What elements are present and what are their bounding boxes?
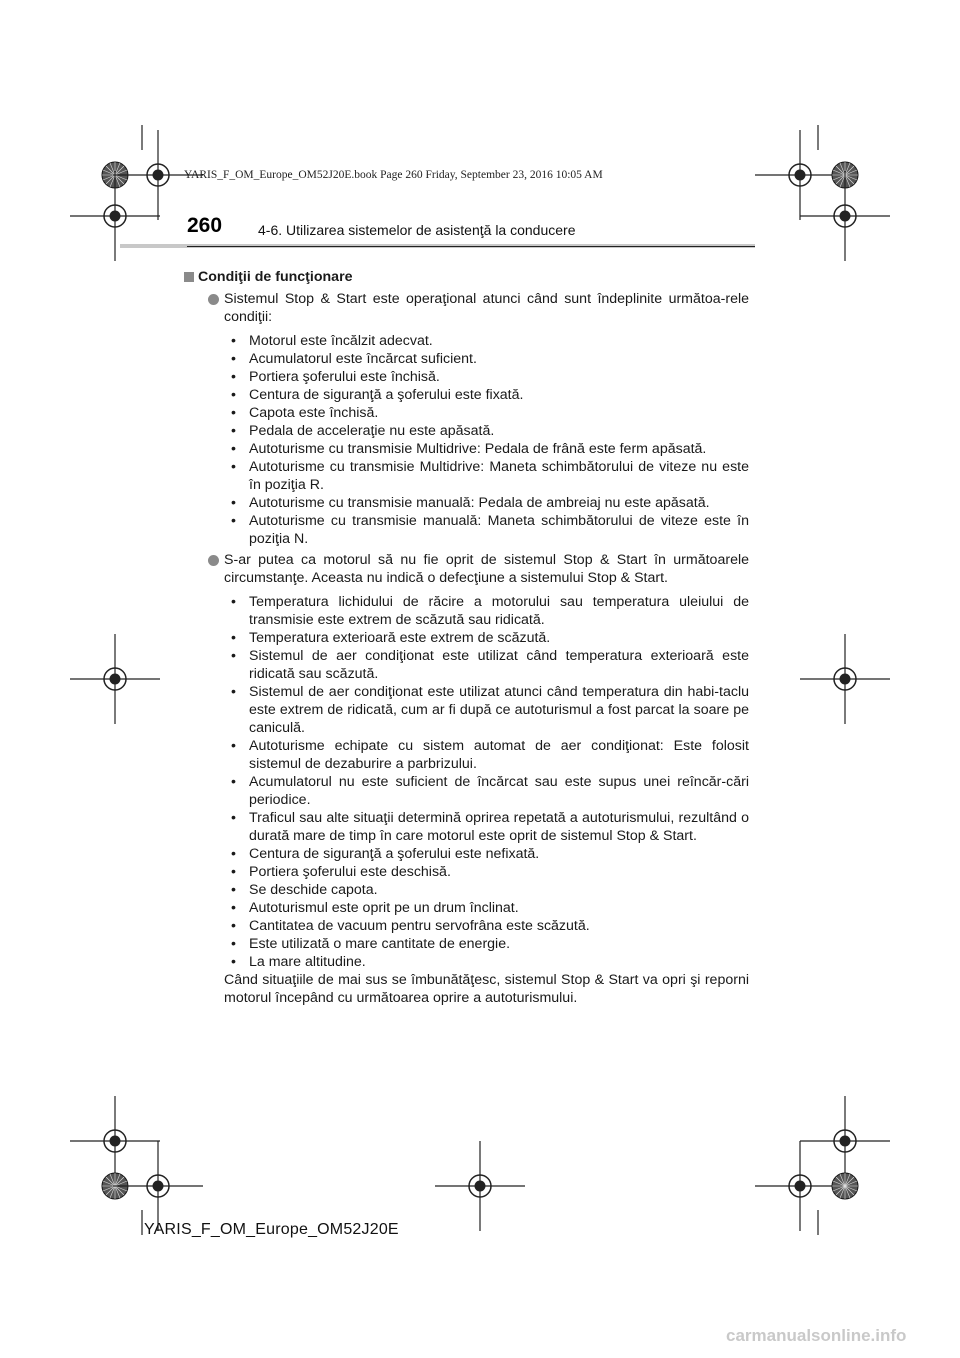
square-bullet-icon	[184, 272, 194, 282]
print-info-line: YARIS_F_OM_Europe_OM52J20E.book Page 260 Friday, September 23, 2016 10:05 AM	[184, 169, 603, 181]
section-title: 4-6. Utilizarea sistemelor de asistenţă la conducere	[258, 222, 576, 238]
list-item: • Se deschide capota.	[231, 882, 378, 898]
crosshair-icon	[113, 1141, 203, 1231]
header-rule	[187, 246, 755, 247]
crosshair-icon	[70, 634, 160, 724]
list-item: • Centura de siguranţă a şoferului este nefixată.	[231, 846, 540, 862]
crosshair-icon	[800, 634, 890, 724]
list-item: • Acumulatorul nu este suficient de încărcat sau este supus unei reîncăr-cări periodice.	[231, 774, 749, 808]
list-item: • Centura de siguranţă a şoferului este fixată.	[231, 387, 524, 403]
section-heading	[184, 268, 749, 286]
watermark: carmanualsonline.info	[726, 1326, 907, 1345]
list-item: • Sistemul de aer condiţionat este utilizat atunci când temperatura din habi-taclu este extrem de ridicată, cum ar fi după ce autoturismul a fost parcat la soare pe caniculă.	[231, 684, 749, 736]
footer-document-code: YARIS_F_OM_Europe_OM52J20E	[144, 1221, 399, 1238]
block-text: S-ar putea ca motorul să nu fie oprit de sistemul Stop & Start în următoarele circumstanţe. Aceasta nu indică o defecţiune a sistemului Stop & Start.	[224, 552, 749, 586]
list-item: • Pedala de acceleraţie nu este apăsată.	[231, 423, 495, 439]
list-item: • Cantitatea de vacuum pentru servofrâna este scăzută.	[231, 918, 590, 934]
list-item: • Autoturisme cu transmisie manuală: Pedala de ambreiaj nu este apăsată.	[231, 495, 710, 511]
crosshair-icon	[800, 171, 890, 261]
list-item: • Temperatura exterioară este extrem de scăzută.	[231, 630, 551, 646]
list-item: • Autoturisme cu transmisie Multidrive: Maneta schimbătorului de viteze nu este în poziţia R.	[231, 459, 749, 493]
circle-bullet-icon	[208, 555, 219, 566]
list-item: • Temperatura lichidului de răcire a motorului sau temperatura uleiului de transmisie este extrem de scăzută sau ridicată.	[231, 594, 749, 628]
block-text: Sistemul Stop & Start este operaţional atunci când sunt îndeplinite următoa-rele condiţii:	[224, 291, 749, 325]
list-item: • Acumulatorul este încărcat suficient.	[231, 351, 477, 367]
closing-paragraph: Când situaţiile de mai sus se îmbunătăţesc, sistemul Stop & Start va opri şi reporni motorul începând cu următoarea oprire a autoturismului.	[224, 972, 749, 1006]
list-item: • Sistemul de aer condiţionat este utilizat când temperatura exterioară este ridicată sau scăzută.	[231, 648, 749, 682]
star-target-icon	[832, 1173, 858, 1199]
heading-text: Condiţii de funcţionare	[198, 269, 353, 285]
list-item: • Autoturisme echipate cu sistem automat de aer condiţionat: Este folosit sistemul de dezaburire a parbrizului.	[231, 738, 749, 772]
list-item: • Portiera şoferului este închisă.	[231, 369, 440, 385]
list-item: • Autoturisme cu transmisie manuală: Maneta schimbătorului de viteze este în poziţia N.	[231, 513, 749, 547]
circle-bullet-icon	[208, 294, 219, 305]
page-content	[184, 268, 749, 1007]
list-item: • Traficul sau alte situaţii determină oprirea repetată a autoturismului, rezultând o durată mare de timp în care motorul este oprit de sistemul Stop & Start.	[231, 810, 749, 844]
page-number: 260	[187, 214, 223, 237]
list-item: • Portiera şoferului este deschisă.	[231, 864, 451, 880]
list-item: • Este utilizată o mare cantitate de energie.	[231, 936, 511, 952]
list-item: • Motorul este încălzit adecvat.	[231, 333, 433, 349]
list-item: • Autoturismul este oprit pe un drum înclinat.	[231, 900, 519, 916]
list-item: • La mare altitudine.	[231, 954, 366, 970]
list-item: • Capota este închisă.	[231, 405, 379, 421]
list-item: • Autoturisme cu transmisie Multidrive: Pedala de frână este ferm apăsată.	[231, 441, 707, 457]
crosshair-icon	[435, 1141, 525, 1231]
condition-block	[184, 290, 749, 326]
condition-list	[184, 332, 749, 548]
circumstance-list	[184, 593, 749, 971]
circumstance-block	[184, 551, 749, 587]
